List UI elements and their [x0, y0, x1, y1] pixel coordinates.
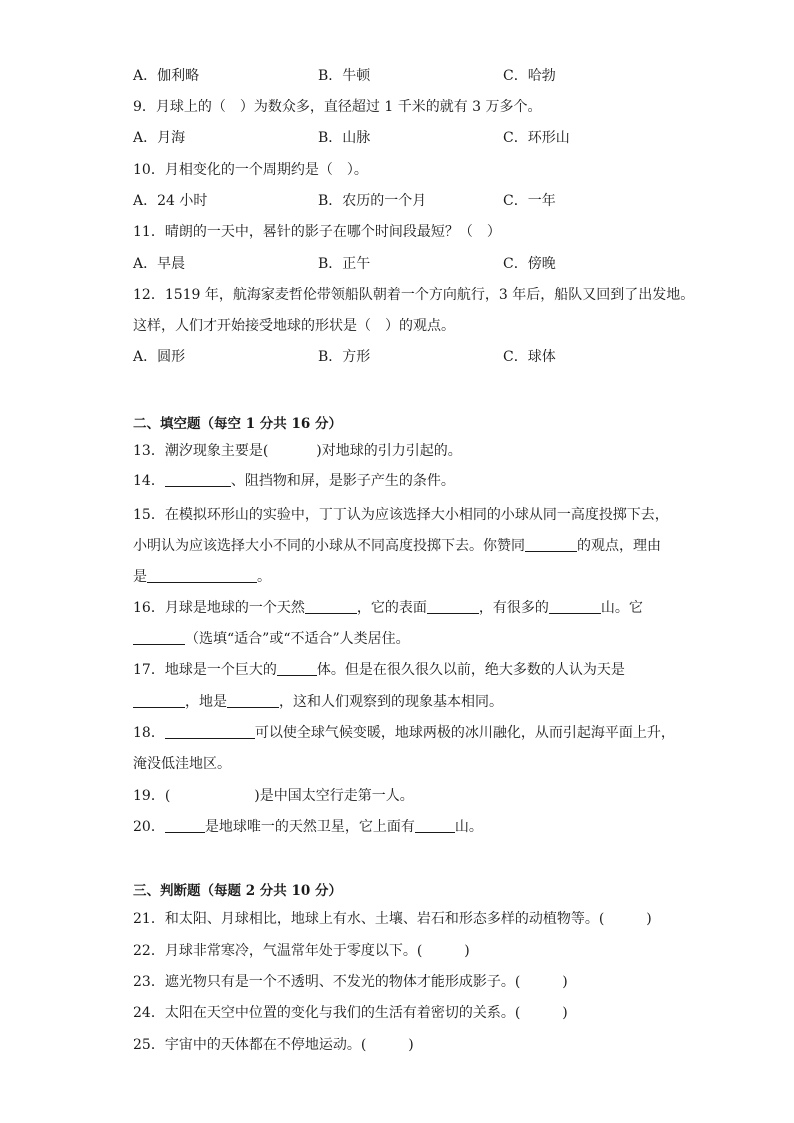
q14-text-pre: 14．	[133, 473, 165, 489]
q15-line1: 15．在模拟环形山的实验中，丁丁认为应该选择大小相同的小球从同一高度投掷下去，	[133, 507, 669, 523]
q13	[133, 441, 462, 461]
q16-text-5: （选填“适合”或“不适合”人类居住。	[185, 631, 410, 647]
q20-text-1: 20．	[133, 819, 165, 835]
q16-line1	[133, 598, 643, 618]
q23: 23．遮光物只有是一个不透明、不发光的物体才能形成影子。( )	[133, 974, 568, 990]
q15-line3-post: 。	[257, 569, 271, 585]
q16-blank-1[interactable]	[305, 599, 357, 614]
q20	[133, 817, 483, 837]
q11-option-a: A．早晨	[133, 256, 186, 272]
q17-blank-1[interactable]	[277, 661, 317, 676]
q15-line2-pre: 小明认为应该选择大小不同的小球从不同高度投掷下去。你赞同	[133, 538, 525, 554]
q14-blank[interactable]	[165, 472, 231, 487]
q8-option-b: B．牛顿	[318, 68, 371, 84]
q22: 22．月球非常寒冷，气温常年处于零度以下。( )	[133, 943, 470, 959]
q18-line2: 淹没低洼地区。	[133, 756, 231, 772]
q12-stem-line2: 这样，人们才开始接受地球的形状是（ ）的观点。	[133, 318, 455, 334]
q17-text-2: 体。但是在很久很久以前，绝大多数的人认为天是	[316, 662, 625, 678]
q15-line2-post: 的观点，理由	[577, 538, 661, 554]
q9-option-a: A．月海	[133, 130, 186, 146]
q17-text-3: ，地是	[185, 694, 227, 710]
q13-text-pre: 13．潮汐现象主要是(	[133, 443, 269, 459]
q17-text-1: 17．地球是一个巨大的	[133, 662, 277, 678]
q16-blank-4[interactable]	[133, 630, 185, 645]
q19	[133, 786, 414, 806]
section3-heading: 三、判断题（每题 2 分共 10 分）	[133, 883, 342, 899]
q8-option-a: A．伽利略	[133, 68, 200, 84]
q17-line1	[133, 660, 625, 680]
q10-option-a: A．24 小时	[133, 193, 208, 209]
q11-option-c: C．傍晚	[503, 256, 556, 272]
q17-line2	[133, 692, 503, 712]
q16-text-1: 16．月球是地球的一个天然	[133, 600, 305, 616]
q20-text-2: 是地球唯一的天然卫星，它上面有	[204, 819, 415, 835]
q20-blank-1[interactable]	[165, 818, 205, 833]
q9-stem: 9．月球上的（ ）为数众多，直径超过 1 千米的就有 3 万多个。	[133, 99, 542, 115]
q16-text-2: ，它的表面	[356, 600, 427, 616]
q17-text-4: ，这和人们观察到的现象基本相同。	[279, 694, 503, 710]
q10-stem: 10．月相变化的一个周期约是（ ）。	[133, 162, 368, 178]
q18-blank[interactable]	[165, 724, 255, 739]
q10-option-b: B．农历的一个月	[318, 193, 427, 209]
q15-line3-pre: 是	[133, 569, 147, 585]
q11-option-b: B．正午	[318, 256, 371, 272]
q17-blank-2[interactable]	[133, 693, 185, 708]
q13-text-post: )对地球的引力引起的。	[316, 443, 462, 459]
q14-text-post: 、阻挡物和屏，是影子产生的条件。	[230, 473, 455, 489]
q12-stem-line1: 12．1519 年，航海家麦哲伦带领船队朝着一个方向航行，3 年后，船队又回到了出发地。	[133, 287, 695, 303]
q9-option-b: B．山脉	[318, 130, 371, 146]
q15-blank-2[interactable]	[147, 568, 257, 583]
q20-text-3: 山。	[454, 819, 483, 835]
q11-stem: 11．晴朗的一天中，晷针的影子在哪个时间段最短？（ ）	[133, 224, 501, 240]
q21: 21．和太阳、月球相比，地球上有水、土壤、岩石和形态多样的动植物等。( )	[133, 911, 652, 927]
q16-blank-2[interactable]	[427, 599, 479, 614]
q16-line2	[133, 629, 410, 649]
section2-heading: 二、填空题（每空 1 分共 16 分）	[133, 416, 342, 432]
q19-text-post: )是中国太空行走第一人。	[254, 788, 414, 804]
q18-text-1: 18．	[133, 725, 165, 741]
q25: 25．宇宙中的天体都在不停地运动。( )	[133, 1037, 414, 1053]
q12-option-a: A．圆形	[133, 349, 186, 365]
q14	[133, 471, 455, 491]
q18-line1	[133, 723, 675, 743]
q15-line2	[133, 536, 661, 556]
q18-text-2: 可以使全球气候变暖，地球两极的冰川融化，从而引起海平面上升，	[254, 725, 675, 741]
q9-option-c: C．环形山	[503, 130, 570, 146]
q15-blank-1[interactable]	[525, 537, 577, 552]
q12-option-c: C．球体	[503, 349, 556, 365]
q17-blank-3[interactable]	[227, 693, 279, 708]
q16-text-3: ，有很多的	[478, 600, 549, 616]
q19-text-pre: 19．(	[133, 788, 171, 804]
q20-blank-2[interactable]	[415, 818, 455, 833]
q16-blank-3[interactable]	[549, 599, 601, 614]
q8-option-c: C．哈勃	[503, 68, 556, 84]
q10-option-c: C．一年	[503, 193, 556, 209]
q12-option-b: B．方形	[318, 349, 371, 365]
q16-text-4: 山。它	[600, 600, 643, 616]
q15-line3	[133, 567, 271, 587]
q24: 24．太阳在天空中位置的变化与我们的生活有着密切的关系。( )	[133, 1005, 568, 1021]
